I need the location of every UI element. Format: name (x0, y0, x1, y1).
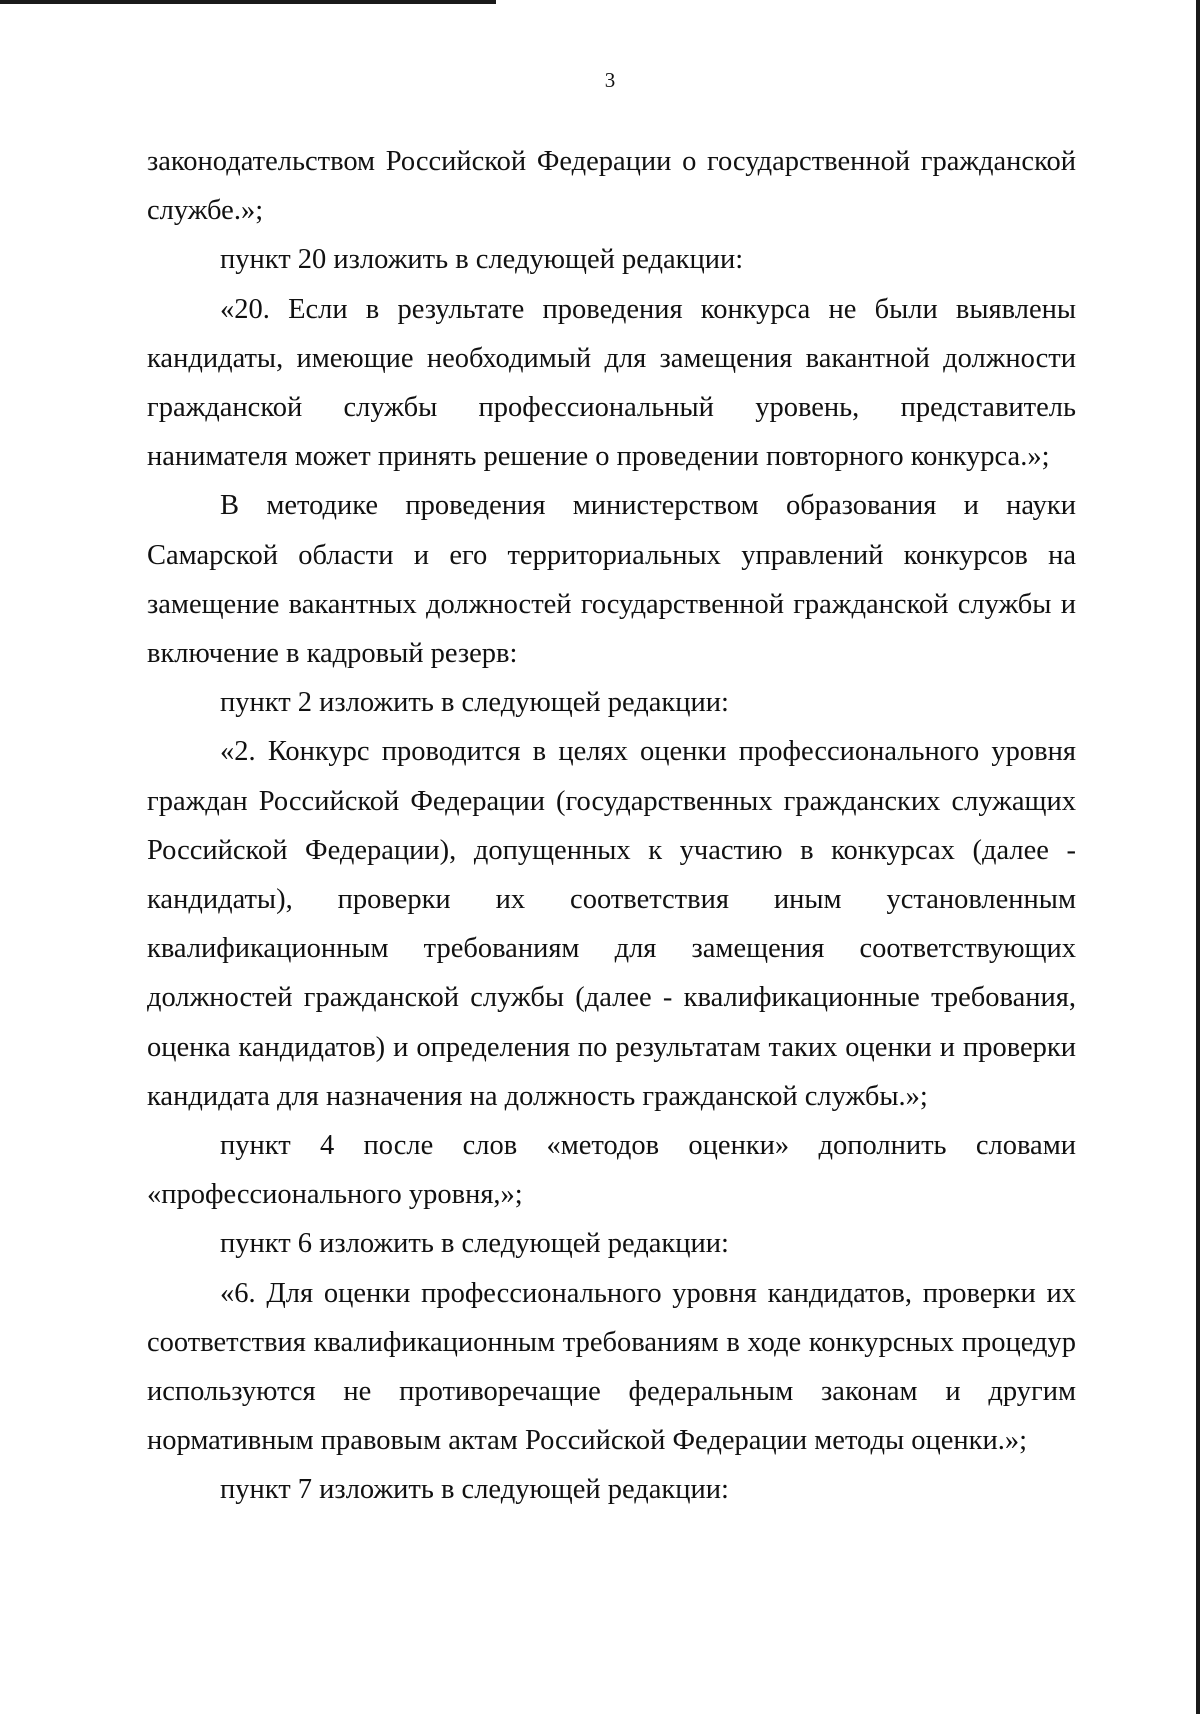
paragraph: В методике проведения министерством образования и науки Самарской области и его территориальных управлений конкурсов на замещение вакантных должностей государственной гражданской службы и включение в кадровый резерв: (147, 490, 1076, 670)
paragraph: пункт 20 изложить в следующей редакции: (220, 244, 744, 276)
paragraph: законодательством Российской Федерации о государственной гражданской службе.»; (147, 146, 1076, 227)
scan-edge-right (1196, 0, 1200, 1714)
paragraph: «2. Конкурс проводится в целях оценки профессионального уровня граждан Российской Федерации (государственных гражданских служащих Российской Федерации), допущенных к участию в конкурсах (далее - кандидаты), проверки их соответствия иным установленным квалификационным требованиям для замещения соответствующих должностей гражданской службы (далее - квалификационные требования, оценка кандидатов) и определения по результатам таких оценки и проверки кандидата для назначения на должность гражданской службы.»; (147, 736, 1076, 1112)
paragraph: «20. Если в результате проведения конкурса не были выявлены кандидаты, имеющие необходимый для замещения вакантной должности гражданской службы профессиональный уровень, представитель нанимателя может принять решение о проведении повторного конкурса.»; (147, 293, 1076, 473)
paragraph: пункт 7 изложить в следующей редакции: (220, 1474, 729, 1506)
scan-edge-top (0, 0, 496, 4)
paragraph: пункт 4 после слов «методов оценки» дополнить словами «профессионального уровня,»; (147, 1130, 1076, 1211)
page-number: 3 (604, 68, 616, 92)
paragraph: пункт 6 изложить в следующей редакции: (220, 1228, 729, 1260)
paragraph: «6. Для оценки профессионального уровня кандидатов, проверки их соответствия квалификационным требованиям в ходе конкурсных процедур используются не противоречащие федеральным законам и другим нормативным правовым актам Российской Федерации методы оценки.»; (147, 1277, 1076, 1457)
document-body (147, 137, 1076, 1515)
paragraph: пункт 2 изложить в следующей редакции: (220, 687, 729, 719)
